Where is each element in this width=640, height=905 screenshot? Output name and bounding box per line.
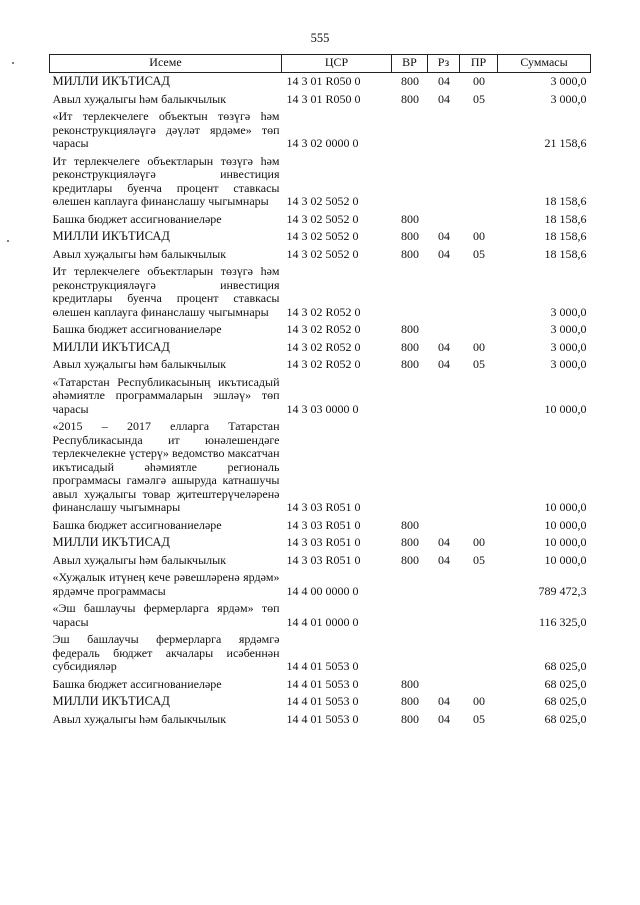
row-name: Авыл хуҗалыгы һәм балыкчылык xyxy=(52,91,227,106)
row-pr-code: 00 xyxy=(473,694,485,708)
row-csr-code: 14 3 03 R051 0 xyxy=(286,517,361,532)
scan-speck xyxy=(12,62,14,64)
row-name: МИЛЛИ ИКЪТИСАД xyxy=(52,535,170,549)
row-pr-code xyxy=(460,517,498,535)
row-name: Ит терлекчелеге объектларын төзүгә һәм реконструкцияләүгә инвестиция кредитлары буенча процент ставкасы өлешен каплауга финанслашу чыгымнары xyxy=(52,264,280,319)
row-rz-code xyxy=(428,418,460,517)
table-row xyxy=(50,693,591,711)
row-name: Авыл хуҗалыгы һәм балыкчылык xyxy=(52,552,227,567)
table-body xyxy=(50,73,591,729)
row-rz-code xyxy=(428,108,460,153)
row-name: Эш башлаучы фермерларга ярдәмгә федераль бюджет акчалары исәбеннән субсидияләр xyxy=(52,632,280,673)
row-rz-code: 04 xyxy=(438,229,450,243)
table-row xyxy=(50,263,591,321)
row-rz-code xyxy=(428,211,460,229)
row-sum: 10 000,0 xyxy=(544,401,587,416)
row-sum: 3 000,0 xyxy=(550,322,587,336)
row-name: Авыл хуҗалыгы һәм балыкчылык xyxy=(52,357,227,371)
row-pr-code: 05 xyxy=(473,91,485,106)
table-row xyxy=(50,246,591,264)
row-rz-code: 04 xyxy=(438,535,450,549)
row-sum: 116 325,0 xyxy=(538,614,587,629)
table-row xyxy=(50,631,591,676)
row-vr-code xyxy=(392,108,428,153)
row-vr-code xyxy=(392,263,428,321)
row-sum: 18 158,6 xyxy=(544,229,587,243)
row-rz-code: 04 xyxy=(438,711,450,726)
row-vr-code xyxy=(392,631,428,676)
row-rz-code xyxy=(428,263,460,321)
table-row xyxy=(50,356,591,374)
row-sum: 68 025,0 xyxy=(544,694,587,708)
row-name: Башка бюджет ассигнованиеләре xyxy=(52,676,222,691)
row-sum: 18 158,6 xyxy=(544,211,587,226)
row-pr-code xyxy=(460,374,498,419)
row-pr-code: 05 xyxy=(473,711,485,726)
row-name: «Ит терлекчелеге объектын төзүгә һәм реконструкцияләүгә дәүләт ярдәме» төп чарасы xyxy=(52,109,280,150)
row-name: Авыл хуҗалыгы һәм балыкчылык xyxy=(52,711,227,726)
row-pr-code: 00 xyxy=(473,535,485,549)
header-rz: Рз xyxy=(428,55,460,73)
row-csr-code: 14 3 02 0000 0 xyxy=(286,136,359,150)
row-sum: 68 025,0 xyxy=(544,711,587,726)
row-pr-code xyxy=(460,676,498,694)
row-rz-code: 04 xyxy=(438,91,450,106)
row-rz-code xyxy=(428,374,460,419)
page-number: 555 xyxy=(310,31,330,45)
row-pr-code xyxy=(460,321,498,339)
table-row xyxy=(50,676,591,694)
row-sum: 3 000,0 xyxy=(550,74,587,88)
row-vr-code: 800 xyxy=(401,535,419,549)
table-row xyxy=(50,108,591,153)
row-sum: 3 000,0 xyxy=(550,304,587,319)
row-name: МИЛЛИ ИКЪТИСАД xyxy=(52,229,170,243)
table-row xyxy=(50,711,591,729)
row-vr-code: 800 xyxy=(401,676,419,691)
table-row xyxy=(50,339,591,357)
table-row xyxy=(50,228,591,246)
row-name: МИЛЛИ ИКЪТИСАД xyxy=(52,339,170,354)
row-vr-code xyxy=(392,153,428,211)
scan-speck xyxy=(7,240,9,242)
row-pr-code xyxy=(460,418,498,517)
row-csr-code: 14 3 02 5052 0 xyxy=(286,194,359,208)
row-pr-code: 05 xyxy=(473,552,485,567)
row-name: Ит терлекчелеге объектларын төзүгә һәм реконструкцияләүгә инвестиция кредитлары буенча процент ставкасы өлешен каплауга финанслашу чыгымнары xyxy=(52,153,280,208)
row-name: «Хуҗалык итүнең кече рәвешләренә ярдәм» ярдәмче программасы xyxy=(52,570,280,598)
row-rz-code: 04 xyxy=(438,339,450,354)
row-csr-code: 14 4 01 5053 0 xyxy=(286,659,359,673)
row-sum: 10 000,0 xyxy=(544,517,587,532)
row-csr-code: 14 4 01 5053 0 xyxy=(286,676,359,691)
table-row xyxy=(50,321,591,339)
row-vr-code: 800 xyxy=(401,91,419,106)
row-vr-code: 800 xyxy=(401,552,419,567)
header-vr: ВР xyxy=(392,55,428,73)
row-csr-code: 14 3 02 5052 0 xyxy=(286,229,359,243)
row-sum: 21 158,6 xyxy=(544,136,587,150)
table-row xyxy=(50,552,591,570)
row-vr-code: 800 xyxy=(401,694,419,708)
row-csr-code: 14 3 01 R050 0 xyxy=(286,91,361,106)
row-rz-code: 04 xyxy=(438,552,450,567)
row-csr-code: 14 3 02 5052 0 xyxy=(286,211,359,226)
header-sum: Суммасы xyxy=(498,55,591,73)
table-row xyxy=(50,211,591,229)
row-vr-code: 800 xyxy=(401,229,419,243)
row-sum: 68 025,0 xyxy=(544,659,587,673)
budget-table-sheet xyxy=(49,54,590,728)
table-row xyxy=(50,600,591,631)
row-pr-code xyxy=(460,600,498,631)
table-row xyxy=(50,569,591,600)
row-sum: 10 000,0 xyxy=(544,552,587,567)
row-csr-code: 14 3 03 R051 0 xyxy=(286,500,361,514)
row-pr-code xyxy=(460,263,498,321)
row-rz-code: 04 xyxy=(438,357,450,371)
row-pr-code: 00 xyxy=(473,229,485,243)
row-rz-code xyxy=(428,600,460,631)
row-rz-code: 04 xyxy=(438,694,450,708)
row-sum: 3 000,0 xyxy=(550,357,587,371)
table-row xyxy=(50,91,591,109)
row-name: МИЛЛИ ИКЪТИСАД xyxy=(52,694,170,708)
row-name: «2015 – 2017 елларга Татарстан Республикасында ит юнәлешендәге терлекчелекне үстерү» ведомство максатчан икътисадый әһәмиятле региональ программасы гамәлгә ашыруда катнашучы авыл хуҗалыгы товар җитештерүчеләренә финанслашу чыгымнары xyxy=(52,419,280,514)
row-csr-code: 14 3 02 R052 0 xyxy=(286,339,361,354)
budget-table xyxy=(49,54,591,728)
row-csr-code: 14 4 01 5053 0 xyxy=(286,694,359,708)
row-sum: 68 025,0 xyxy=(544,676,587,691)
row-rz-code xyxy=(428,517,460,535)
row-rz-code: 04 xyxy=(438,74,450,88)
row-pr-code xyxy=(460,631,498,676)
row-csr-code: 14 3 03 R051 0 xyxy=(286,535,361,549)
row-pr-code xyxy=(460,108,498,153)
header-csr: ЦСР xyxy=(282,55,392,73)
row-sum: 18 158,6 xyxy=(544,194,587,208)
table-row xyxy=(50,517,591,535)
row-vr-code: 800 xyxy=(401,211,419,226)
row-name: «Эш башлаучы фермерларга ярдәм» төп чарасы xyxy=(52,601,280,629)
table-row xyxy=(50,374,591,419)
row-rz-code: 04 xyxy=(438,246,450,261)
row-name: Башка бюджет ассигнованиеләре xyxy=(52,322,222,336)
row-csr-code: 14 3 02 R052 0 xyxy=(286,304,361,319)
row-sum: 789 472,3 xyxy=(538,583,587,598)
row-csr-code: 14 3 01 R050 0 xyxy=(286,74,361,88)
row-csr-code: 14 3 02 5052 0 xyxy=(286,246,359,261)
row-pr-code xyxy=(460,211,498,229)
row-vr-code: 800 xyxy=(401,517,419,532)
row-rz-code xyxy=(428,321,460,339)
row-vr-code: 800 xyxy=(401,322,419,336)
row-sum: 3 000,0 xyxy=(550,339,587,354)
row-pr-code: 00 xyxy=(473,339,485,354)
row-sum: 3 000,0 xyxy=(550,91,587,106)
row-pr-code: 00 xyxy=(473,74,485,88)
row-name: Башка бюджет ассигнованиеләре xyxy=(52,211,222,226)
row-rz-code xyxy=(428,676,460,694)
row-sum: 18 158,6 xyxy=(544,246,587,261)
row-csr-code: 14 4 00 0000 0 xyxy=(286,583,359,598)
row-vr-code xyxy=(392,569,428,600)
row-sum: 10 000,0 xyxy=(544,535,587,549)
row-vr-code xyxy=(392,374,428,419)
row-vr-code xyxy=(392,418,428,517)
table-row xyxy=(50,418,591,517)
row-name: «Татарстан Республикасының икътисадый әһәмиятле программаларын эшләү» төп чарасы xyxy=(52,374,280,416)
row-name: МИЛЛИ ИКЪТИСАД xyxy=(52,74,170,88)
row-pr-code: 05 xyxy=(473,246,485,261)
row-csr-code: 14 3 03 R051 0 xyxy=(286,552,361,567)
row-csr-code: 14 3 02 R052 0 xyxy=(286,357,361,371)
row-vr-code: 800 xyxy=(401,357,419,371)
row-vr-code: 800 xyxy=(401,74,419,88)
row-sum: 10 000,0 xyxy=(544,500,587,514)
row-csr-code: 14 3 02 R052 0 xyxy=(286,322,361,336)
row-rz-code xyxy=(428,153,460,211)
row-vr-code xyxy=(392,600,428,631)
row-csr-code: 14 4 01 0000 0 xyxy=(286,614,359,629)
row-name: Авыл хуҗалыгы һәм балыкчылык xyxy=(52,246,227,261)
row-rz-code xyxy=(428,631,460,676)
header-name: Исеме xyxy=(50,55,282,73)
row-vr-code: 800 xyxy=(401,339,419,354)
header-pr: ПР xyxy=(460,55,498,73)
table-row xyxy=(50,153,591,211)
row-name: Башка бюджет ассигнованиеләре xyxy=(52,517,222,532)
row-csr-code: 14 4 01 5053 0 xyxy=(286,711,359,726)
row-rz-code xyxy=(428,569,460,600)
row-pr-code: 05 xyxy=(473,357,485,371)
table-row xyxy=(50,534,591,552)
row-csr-code: 14 3 03 0000 0 xyxy=(286,401,359,416)
row-pr-code xyxy=(460,153,498,211)
row-pr-code xyxy=(460,569,498,600)
row-vr-code: 800 xyxy=(401,711,419,726)
table-row xyxy=(50,73,591,91)
row-vr-code: 800 xyxy=(401,246,419,261)
table-header xyxy=(50,55,591,73)
